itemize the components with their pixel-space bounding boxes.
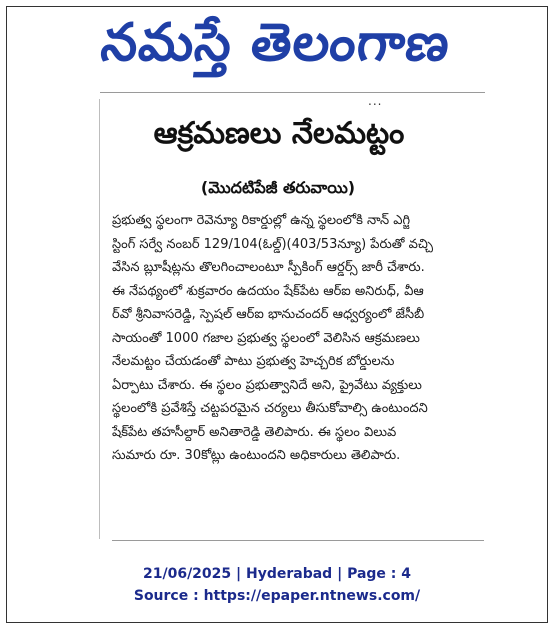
article-headline: ఆక్రమణలు నేలమట్టం: [153, 116, 405, 151]
newspaper-masthead: నమస్తే తెలంగాణ: [98, 12, 454, 73]
cropped-text-fragment: ...: [368, 94, 383, 108]
article-bottom-divider: [112, 540, 484, 541]
article-body-line: నేలమట్టం చేయడంతో పాటు ప్రభుత్వ హెచ్చరిక బోర్డులను: [112, 354, 395, 369]
footer-source-url[interactable]: Source : https://epaper.ntnews.com/: [133, 588, 421, 604]
article-body: [112, 209, 480, 468]
source-footer: [0, 563, 554, 607]
article-body-line: సుమారు రూ. 30కోట్లు ఉంటుందని అధికారులు తెలిపారు.: [112, 448, 401, 463]
article-body-line: స్టింగ్ సర్వే నంబర్ 129/104(ఓల్డ్)(403/53న్యూ) పేరుతో వచ్చి: [112, 236, 433, 252]
masthead-divider: [100, 92, 485, 93]
article-body-line: వేసిన బ్లూషీట్లను తొలగించాలంటూ స్పీకింగ్ ఆర్డర్స్ జారీ చేశారు.: [112, 260, 425, 275]
article-body-line: షేక్‌పేట తహసీల్దార్ అనితారెడ్డి తెలిపారు. ఈ స్థలం విలువ: [112, 424, 397, 440]
article-body-line: స్థలంలోకి ప్రవేశిస్తే చట్టపరమైన చర్యలు తీసుకోవాల్సి ఉంటుందని: [112, 401, 428, 416]
article-body-line: ఏర్పాటు చేశారు. ఈ స్థలం ప్రభుత్వానిదే అని, ప్రైవేటు వ్యక్తులు: [112, 377, 422, 393]
article-body-line: ర్‌వో శ్రీనివాసరెడ్డి, స్పెషల్ ఆర్ఐ భానుచందర్ ఆధ్వర్యంలో జేసీబీ: [112, 307, 425, 322]
footer-date-edition-page: 21/06/2025 | Hyderabad | Page : 4: [142, 566, 412, 582]
article-body-line: సాయంతో 1000 గజాల ప్రభుత్వ స్థలంలో వెలిసిన ఆక్రమణలు: [112, 330, 420, 346]
article-body-line: ఈ నేపథ్యంలో శుక్రవారం ఉదయం షేక్‌పేట ఆర్ఐ అనిరుధ్, వీఆ: [112, 283, 424, 299]
article-subhead: (మొదటిపేజీ తరువాయి): [200, 177, 356, 197]
article-body-line: ప్రభుత్వ స్థలంగా రెవెన్యూ రికార్డుల్లో ఉన్న స్థలంలోకి నాన్ ఎగ్జి: [112, 213, 411, 228]
